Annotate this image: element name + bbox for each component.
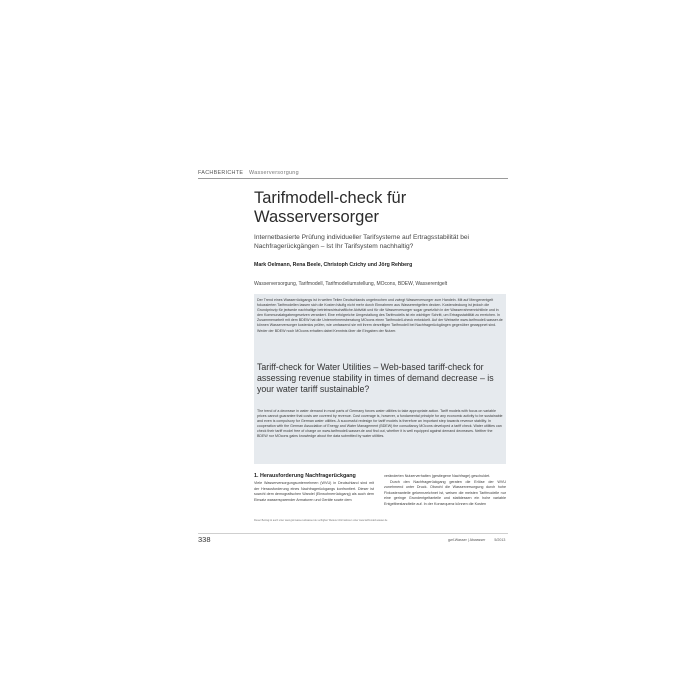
body-text-left: Viele Wasserversorgungsunternehmen (WVU) in Deutschland sind mit der Herausforderung eines Nachfragerückgangs konfrontiert. Dieser ist sowohl dem demografischen Wandel (Einwohnerrückgang) als auch dem Einsatz wassersparender Armaturen und Geräte sowie dem <box>254 481 374 502</box>
section-header <box>198 170 508 179</box>
page-number: 338 <box>198 535 211 544</box>
journal-name: gwf-Wasser | Abwasser <box>448 538 486 542</box>
article-authors: Mark Oelmann, Rena Beele, Christoph Czichy und Jörg Rehberg <box>254 262 413 268</box>
section-heading: 1. Herausforderung Nachfragerückgang <box>254 473 356 479</box>
article-lead: Internetbasierte Prüfung individueller Tarifsysteme auf Ertragsstabilität bei Nachfragerückgängen – Ist Ihr Tarifsystem nachhaltig? <box>254 234 470 250</box>
footnote: Dieser Beitrag ist auch unter www.gwf-wasser-abwasser.de verfügbar. Weitere Informationen unter www.tarifmodell-wasser.de <box>254 519 388 522</box>
body-column-right <box>384 474 506 508</box>
article-title: Tarifmodell-check für Wasserversorger <box>254 189 407 226</box>
body-text-right-2: Durch den Nachfragerückgang geraten die Erlöse der WVU zunehmend unter Druck. Obwohl die Wasserversorgung durch hohe Fixkostenanteile gekennzeichnet ist, weisen die meisten Tarifmodelle nur eine geringe Grundentgeltanteile und stattdessen ein hohe variable Entgeltbestandteile auf. In der Konsequenz können die Kosten <box>384 479 506 506</box>
abstract-english: The trend of a decrease in water demand in most parts of Germany forces water utilities to take appropriate action. Tariff models with focus on variable prices cannot guarantee that costs are covered by revenue. Cost coverage is, however, a fundamental principle for any economic activity to be sustainable and even is compulsory for German water utilities. A successful redesign for tariff models is therefore an important step towards revenue stability. In cooperation with the German Association of Energy and Water Management (BDEW) the consultancy MOcons developed a tariff check. Water utilities can check their tariff model free of charge on www.tarifmodell-wasser.de and find out, whether it is well equipped against demand decreases. Neither the BDEW nor MOcons gains knowledge about the data submitted by water utilities. <box>257 409 503 439</box>
abstract-german: Der Trend eines Wasserrückgangs ist in weiten Teilen Deutschlands ungebrochen und zwingt Wasserversorger zum Handeln. Mit auf Mengenentgelt fokussierten Tarifmodellen lassen sich die Kosten häufig nicht mehr durch Einnahmen aus Wasserentgelten decken. Kostendeckung ist jedoch die Grundprinzip für jedwede nachhaltige betriebswirtschaftliche Aktivität und für die Wasserversorger sogar gesetzlich in der Wasserrahmenrichtlinie und in den Kommunalabgabengesetzen verankert. Eine erfolgreiche Umgestaltung des Tarifmodells ist ein wichtiger Schritt, um Ertragsstabilität zu erreichen. In Zusammenarbeit mit dem BDEW hat die Unternehmensberatung MOcons einen Tarifmodell-check entwickelt. Auf der Webseite www.tarifmodell-wasser.de können Wasserversorger kostenlos prüfen, wie umfassend sie mit ihrem derzeitigen Tarifmodell bei Nachfragerückgängen gegenüber gewappnet sind. Weder der BDEW noch MOcons erhalten dabei Kenntnis über die Eingaben der Nutzer. <box>257 298 503 333</box>
journal-footer <box>448 538 505 542</box>
body-text-right-1: veränderten Nutzerverhalten (gestiegene Nachfrage) geschuldet. <box>384 474 491 478</box>
journal-issue: 5/2013 <box>494 538 506 542</box>
subsection-label: Wasserversorgung <box>249 170 299 176</box>
body-column-left <box>254 473 374 503</box>
section-label: FACHBERICHTE <box>198 170 244 176</box>
english-title: Tariff-check for Water Utilities – Web-based tariff-check for assessing revenue stability in times of demand decrease – is your water tariff sustainable? <box>257 362 494 394</box>
footer-divider <box>198 533 508 534</box>
article-keywords: Wasserversorgung, Tarifmodell, Tarifmodellumstellung, MOcons, BDEW, Wasserentgelt <box>254 281 448 287</box>
